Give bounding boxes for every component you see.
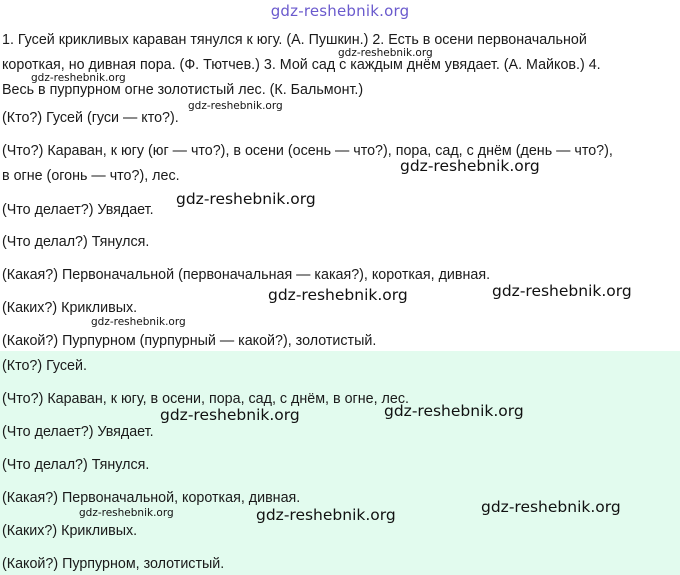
analysis-line: в огне (огонь — что?), лес.	[2, 168, 180, 184]
watermark: gdz-reshebnik.org	[160, 406, 300, 424]
watermark: gdz-reshebnik.org	[384, 402, 524, 420]
watermark: gdz-reshebnik.org	[31, 72, 126, 84]
source-line: Весь в пурпурном огне золотистый лес. (К. Бальмонт.)	[2, 82, 364, 98]
answer-line: (Кто?) Гусей.	[2, 358, 87, 374]
source-line: короткая, но дивная пора. (Ф. Тютчев.) 3. Мой сад с каждым днём увядает. (А. Майков.) 4.	[2, 57, 601, 73]
watermark: gdz-reshebnik.org	[481, 498, 621, 516]
analysis-line: (Кто?) Гусей (гуси — кто?).	[2, 110, 179, 126]
watermark: gdz-reshebnik.org	[492, 282, 632, 300]
analysis-line: (Какая?) Первоначальной (первоначальная — какая?), короткая, дивная.	[2, 267, 491, 283]
watermark: gdz-reshebnik.org	[338, 47, 433, 59]
answer-line: (Что делает?) Увядает.	[2, 424, 154, 440]
analysis-line: (Какой?) Пурпурном (пурпурный — какой?), золотистый.	[2, 333, 377, 349]
answer-line: (Каких?) Крикливых.	[2, 523, 138, 539]
analysis-line: (Что делал?) Тянулся.	[2, 234, 150, 250]
source-line: 1. Гусей крикливых караван тянулся к югу. (А. Пушкин.) 2. Есть в осени первоначальной	[2, 32, 587, 48]
watermark: gdz-reshebnik.org	[256, 506, 396, 524]
watermark: gdz-reshebnik.org	[188, 100, 283, 112]
watermark: gdz-reshebnik.org	[176, 190, 316, 208]
analysis-line: (Что делает?) Увядает.	[2, 202, 154, 218]
watermark: gdz-reshebnik.org	[91, 316, 186, 328]
answer-line: (Что?) Караван, к югу, в осени, пора, сад, с днём, в огне, лес.	[2, 391, 409, 407]
analysis-line: (Каких?) Крикливых.	[2, 300, 138, 316]
analysis-line: (Что?) Караван, к югу (юг — что?), в осени (осень — что?), пора, сад, с днём (день — что?),	[2, 143, 613, 159]
answer-line: (Какая?) Первоначальной, короткая, дивная.	[2, 490, 301, 506]
site-watermark-header: gdz-reshebnik.org	[270, 2, 410, 20]
watermark: gdz-reshebnik.org	[400, 157, 540, 175]
answer-line: (Что делал?) Тянулся.	[2, 457, 150, 473]
watermark: gdz-reshebnik.org	[79, 507, 174, 519]
answer-line: (Какой?) Пурпурном, золотистый.	[2, 556, 225, 572]
watermark: gdz-reshebnik.org	[268, 286, 408, 304]
